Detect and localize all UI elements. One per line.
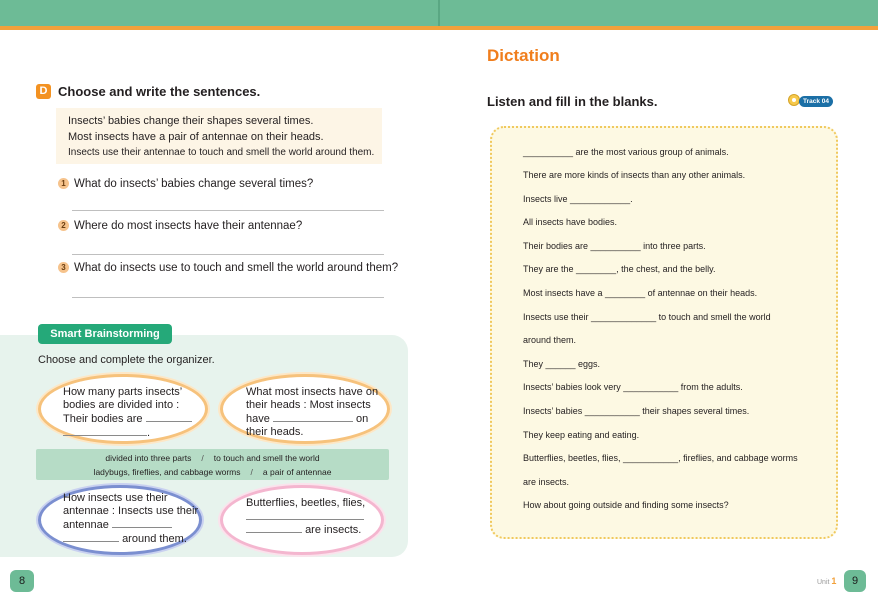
track-badge[interactable]: Track 04 (799, 96, 833, 107)
sentence-2: Most insects have a pair of antennae on their heads. (68, 131, 324, 143)
blank-field[interactable] (146, 412, 192, 422)
answer-line-3[interactable] (72, 297, 384, 298)
dictation-line: Most insects have a ________ of antennae on their heads. (523, 288, 758, 298)
answer-line-1[interactable] (72, 210, 384, 211)
word-option[interactable]: to touch and smell the world (213, 453, 320, 463)
section-d-badge: D (36, 84, 51, 99)
word-option[interactable]: a pair of antennae (262, 467, 332, 477)
word-bank-row-1: divided into three parts / to touch and smell the world (105, 453, 320, 463)
word-option[interactable]: ladybugs, fireflies, and cabbage worms (93, 467, 241, 477)
dictation-line: Insects live ____________. (523, 194, 633, 204)
dictation-line: Butterflies, beetles, flies, ___________, fireflies, and cabbage worms (523, 453, 798, 463)
word-bank (36, 449, 389, 480)
word-bank-row-2: ladybugs, fireflies, and cabbage worms / a pair of antennae (93, 467, 332, 477)
bubble-2-text: What most insects have on their heads : Most insects have on their heads. (246, 386, 379, 438)
page-number-right: 9 (844, 570, 866, 592)
blank-field[interactable] (112, 518, 172, 528)
question-number-badge: 3 (58, 262, 69, 273)
question-1 (58, 178, 313, 190)
question-number-badge: 1 (58, 178, 69, 189)
smart-brainstorming-tab: Smart Brainstorming (38, 324, 172, 344)
page-number-left: 8 (10, 570, 34, 592)
dictation-line: Their bodies are __________ into three parts. (523, 241, 706, 251)
dictation-line: around them. (523, 335, 577, 345)
question-2 (58, 220, 302, 232)
sentence-box (56, 108, 382, 164)
question-text: Where do most insects have their antennae? (74, 220, 303, 232)
bubble-4-text: Butterflies, beetles, flies, are insects. (246, 497, 366, 536)
dictation-line: Insects’ babies look very ___________ from the adults. (523, 382, 743, 392)
blank-field[interactable] (63, 532, 119, 542)
bubble-3-text: How insects use their antennae : Insects use their antennae around them. (63, 492, 199, 545)
dictation-line: All insects have bodies. (523, 217, 618, 227)
dictation-line: are insects. (523, 477, 570, 487)
dictation-line: There are more kinds of insects than any other animals. (523, 170, 746, 180)
word-option[interactable]: divided into three parts (105, 453, 192, 463)
page-gutter (438, 0, 440, 26)
organizer-instruction: Choose and complete the organizer. (38, 354, 215, 366)
question-text: What do insects use to touch and smell the world around them? (74, 262, 399, 274)
question-3 (58, 262, 398, 274)
blank-field[interactable] (63, 426, 147, 436)
dictation-title: Dictation (487, 46, 560, 65)
unit-label: Unit 1 (817, 576, 837, 586)
sentence-1: Insects’ babies change their shapes several times. (68, 115, 314, 127)
dictation-line: Insects’ babies ___________ their shapes several times. (523, 406, 750, 416)
question-text: What do insects’ babies change several times? (74, 178, 314, 190)
bubble-1-text: How many parts insects’ bodies are divided into : Their bodies are . (63, 386, 192, 440)
dictation-line: They ______ eggs. (523, 359, 601, 369)
top-band-stripe (0, 26, 878, 30)
dictation-line: They are the ________, the chest, and the belly. (523, 264, 716, 274)
dictation-line: __________ are the most various group of animals. (523, 147, 729, 157)
blank-field[interactable] (273, 412, 353, 422)
blank-field[interactable] (246, 523, 302, 533)
blank-field[interactable] (246, 510, 364, 520)
answer-line-2[interactable] (72, 254, 384, 255)
dictation-line: Insects use their _____________ to touch and smell the world (523, 312, 771, 322)
listen-instruction: Listen and fill in the blanks. (487, 94, 658, 109)
section-d-title: Choose and write the sentences. (58, 84, 261, 99)
question-number-badge: 2 (58, 220, 69, 231)
dictation-line: They keep eating and eating. (523, 430, 640, 440)
sentence-3: Insects use their antennae to touch and smell the world around them. (68, 147, 375, 158)
dictation-line: How about going outside and finding some insects? (523, 500, 729, 510)
